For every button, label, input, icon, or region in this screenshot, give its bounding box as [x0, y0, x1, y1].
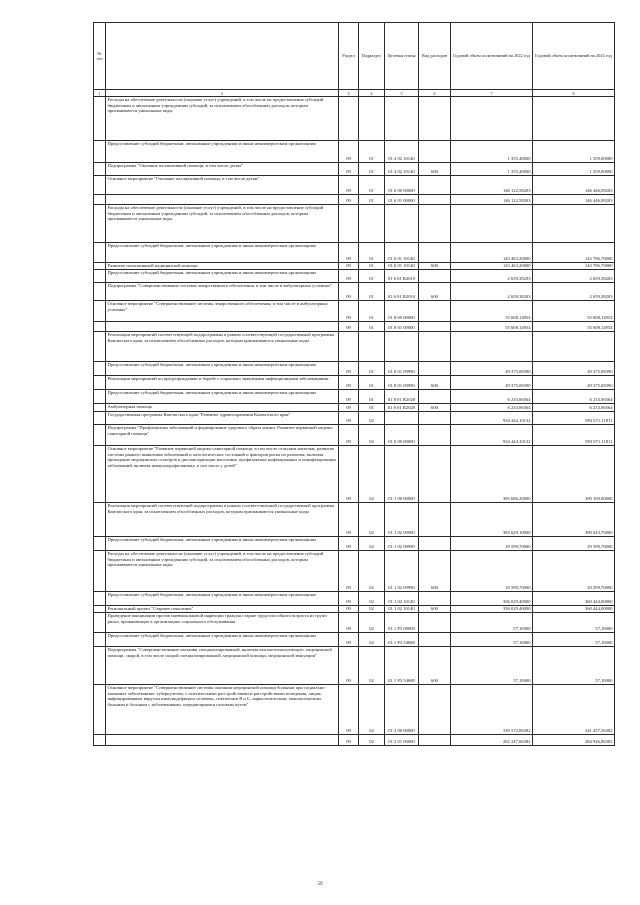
table-row: [94, 503, 615, 537]
row-target-article: 01 4 02 10140: [385, 163, 419, 176]
row-volume-2023: 390 043,70000: [533, 503, 615, 537]
row-target-article: 01 1 02 09990: [385, 551, 419, 592]
row-expense-type: [419, 205, 451, 243]
row-expense-type: [419, 592, 451, 606]
table-row: [94, 283, 615, 301]
row-podrazdel: 01: [359, 376, 385, 390]
row-volume-2022: 143 463,20000: [451, 263, 533, 270]
row-target-article: 01 6 01 R2010: [385, 270, 419, 283]
row-expense-type: [419, 141, 451, 163]
column-index: 5: [385, 90, 419, 97]
row-number: [94, 376, 106, 390]
row-podrazdel: 02: [359, 503, 385, 537]
table-row: [94, 301, 615, 322]
row-number: [94, 446, 106, 503]
table-row: [94, 243, 615, 263]
row-volume-2023: [533, 97, 615, 141]
row-podrazdel: [359, 97, 385, 141]
row-expense-type: 600: [419, 376, 451, 390]
row-razdel: 09: [339, 606, 359, 613]
table-header-row: [94, 23, 615, 90]
table-row: [94, 332, 615, 362]
table-row: [94, 163, 615, 176]
row-razdel: 09: [339, 362, 359, 376]
row-razdel: 09: [339, 390, 359, 404]
row-target-article: 01 1 02 10140: [385, 592, 419, 606]
row-number: [94, 404, 106, 412]
row-razdel: 09: [339, 195, 359, 205]
row-expense-type: [419, 412, 451, 425]
row-volume-2022: 55 608,14954: [451, 301, 533, 322]
row-expense-type: [419, 425, 451, 446]
row-number: [94, 647, 106, 685]
row-expense-type: 600: [419, 404, 451, 412]
table-row: [94, 195, 615, 205]
row-volume-2023: 143 786,70000: [533, 243, 615, 263]
row-number: [94, 176, 106, 195]
row-number: [94, 195, 106, 205]
column-index: 2: [106, 90, 339, 97]
row-target-article: 01 8 00 00000: [385, 301, 419, 322]
row-name: Расходы на обеспечение деятельности (оказание услуг) учреждений, в том числе на предоставление субсидий бюджетным и автономным учреждениям субсидий, за исключением обособленных расходов, которым присваиваются уникальные коды: [106, 551, 339, 592]
row-volume-2022: 55 608,14954: [451, 322, 533, 332]
table-row: [94, 446, 615, 503]
row-volume-2022: 57,10000: [451, 633, 533, 647]
row-name: Подпрограмма "Совершенствование системы лекарственного обеспечения, в том числе в амбулаторных условиях": [106, 283, 339, 301]
row-expense-type: [419, 503, 451, 537]
row-razdel: 09: [339, 283, 359, 301]
row-podrazdel: 01: [359, 243, 385, 263]
row-name: [106, 195, 339, 205]
row-razdel: 09: [339, 503, 359, 537]
row-volume-2023: 341 457,56382: [533, 685, 615, 735]
row-podrazdel: 01: [359, 283, 385, 301]
row-number: [94, 243, 106, 263]
row-name: [106, 735, 339, 746]
table-row: [94, 425, 615, 446]
row-volume-2022: 1 355,40000: [451, 163, 533, 176]
row-number: [94, 537, 106, 551]
row-target-article: [385, 412, 419, 425]
row-target-article: 01 6 01 10140: [385, 243, 419, 263]
column-index: 4: [359, 90, 385, 97]
row-razdel: 09: [339, 685, 359, 735]
row-volume-2023: 284 946,86382: [533, 735, 615, 746]
row-name: Государственная программа Камчатского края "Развитие здравоохранения Камчатского края": [106, 412, 339, 425]
row-expense-type: [419, 332, 451, 362]
table-row: [94, 592, 615, 606]
row-name: Подпрограмма "Профилактика заболеваний и формирование здорового образа жизни. Развитие первичной медико-санитарной помощи": [106, 425, 339, 446]
row-podrazdel: 02: [359, 633, 385, 647]
row-volume-2022: 339 572,06382: [451, 685, 533, 735]
row-podrazdel: 01: [359, 141, 385, 163]
row-name: Предоставление субсидий бюджетным, автономным учреждениям и иным некоммерческим организациям: [106, 537, 339, 551]
row-podrazdel: 01: [359, 322, 385, 332]
row-number: [94, 606, 106, 613]
row-expense-type: [419, 97, 451, 141]
table-row: [94, 537, 615, 551]
table-row: [94, 270, 615, 283]
row-volume-2023: 993 071,11811: [533, 412, 615, 425]
row-name: Основное мероприятие "Совершенствование системы лекарственного обеспечения, в том числе в амбулаторных условиях": [106, 301, 339, 322]
row-razdel: 09: [339, 163, 359, 176]
row-volume-2022: 356 029,40000: [451, 606, 533, 613]
row-razdel: 09: [339, 735, 359, 746]
row-name: Расходы на обеспечение деятельности (оказание услуг) учреждений, в том числе на предоставление субсидий бюджетным и автономным учреждениям субсидий, за исключением обособленных расходов, которым присваиваются уникальные коды: [106, 205, 339, 243]
row-podrazdel: 02: [359, 412, 385, 425]
row-volume-2023: 390 100,80000: [533, 446, 615, 503]
row-volume-2023: 146 446,08203: [533, 195, 615, 205]
row-podrazdel: 02: [359, 446, 385, 503]
row-number: [94, 205, 106, 243]
row-volume-2022: 385 686,20000: [451, 446, 533, 503]
row-volume-2023: 1 359,00000: [533, 141, 615, 163]
row-expense-type: [419, 735, 451, 746]
row-razdel: 09: [339, 141, 359, 163]
row-expense-type: [419, 195, 451, 205]
row-expense-type: 600: [419, 263, 451, 270]
row-number: [94, 551, 106, 592]
column-index-row: [94, 90, 615, 97]
row-number: [94, 425, 106, 446]
row-target-article: 01 2 00 00000: [385, 685, 419, 735]
row-volume-2022: 934 444,10132: [451, 412, 533, 425]
row-expense-type: 600: [419, 163, 451, 176]
row-podrazdel: 02: [359, 613, 385, 633]
row-podrazdel: 01: [359, 270, 385, 283]
row-name: Расходы на обеспечение деятельности (оказание услуг) учреждений, в том числе на предоставление субсидий бюджетным и автономным учреждениям субсидий, за исключением обособленных расходов, которым присваиваются уникальные коды: [106, 97, 339, 141]
row-volume-2023: 993 071,11811: [533, 425, 615, 446]
row-expense-type: [419, 243, 451, 263]
row-volume-2023: [533, 205, 615, 243]
row-name: Предоставление субсидий бюджетным, автономным учреждениям и иным некоммерческим организациям: [106, 390, 339, 404]
row-volume-2023: 360 444,00000: [533, 592, 615, 606]
row-target-article: [385, 205, 419, 243]
row-number: [94, 412, 106, 425]
row-volume-2023: 57,10000: [533, 613, 615, 633]
column-index: 1: [94, 90, 106, 97]
row-volume-2023: 55 608,14954: [533, 301, 615, 322]
row-name: Подпрограмма "Оказание паллиативной помощи, в том числе детям": [106, 163, 339, 176]
table-row: [94, 205, 615, 243]
table-row: [94, 606, 615, 613]
row-podrazdel: 01: [359, 176, 385, 195]
row-podrazdel: 01: [359, 390, 385, 404]
row-number: [94, 592, 106, 606]
row-volume-2022: [451, 97, 533, 141]
row-razdel: 09: [339, 263, 359, 270]
table-row: [94, 404, 615, 412]
header-no: № п/п: [94, 23, 106, 90]
table-row: [94, 633, 615, 647]
row-podrazdel: 01: [359, 263, 385, 270]
row-volume-2023: 6 233,06564: [533, 390, 615, 404]
row-number: [94, 503, 106, 537]
table-row: [94, 412, 615, 425]
row-podrazdel: 02: [359, 551, 385, 592]
row-target-article: [385, 97, 419, 141]
row-razdel: 09: [339, 176, 359, 195]
row-volume-2023: 2 659,38203: [533, 283, 615, 301]
table-row: [94, 685, 615, 735]
row-name: Предоставление субсидий бюджетным, автономным учреждениям и иным некоммерческим организациям: [106, 243, 339, 263]
row-volume-2022: 29 599,70000: [451, 537, 533, 551]
row-number: [94, 322, 106, 332]
row-podrazdel: 02: [359, 592, 385, 606]
header-razdel: Раздел: [339, 23, 359, 90]
row-razdel: [339, 332, 359, 362]
row-razdel: 09: [339, 301, 359, 322]
row-number: [94, 613, 106, 633]
row-target-article: 01 6 00 00000: [385, 176, 419, 195]
row-razdel: 09: [339, 404, 359, 412]
header-volume-2022: Годовой объем ассигнований на 2022 год: [451, 23, 533, 90]
row-volume-2022: 383 629,10000: [451, 503, 533, 537]
table-row: [94, 322, 615, 332]
row-name: Подпрограмма "Совершенствование оказания специализированной, включая высокотехнологичную, медицинской помощи, скорой, в том числе скорой специализированной, медицинской помощи, медицинской эвакуации": [106, 647, 339, 685]
row-number: [94, 97, 106, 141]
row-target-article: 01 8 01 R2020: [385, 390, 419, 404]
column-index: 6: [419, 90, 451, 97]
row-number: [94, 685, 106, 735]
row-volume-2022: 49 375,08390: [451, 362, 533, 376]
row-podrazdel: 02: [359, 647, 385, 685]
row-razdel: 09: [339, 551, 359, 592]
row-number: [94, 283, 106, 301]
row-volume-2022: 2 659,38203: [451, 283, 533, 301]
row-volume-2022: 6 233,06564: [451, 390, 533, 404]
column-index: 3: [339, 90, 359, 97]
row-name: [106, 322, 339, 332]
column-index: 8: [533, 90, 615, 97]
row-target-article: 01 8 01 00000: [385, 322, 419, 332]
table-body: [94, 97, 615, 746]
row-podrazdel: [359, 205, 385, 243]
row-expense-type: [419, 446, 451, 503]
budget-table: [93, 22, 615, 746]
row-number: [94, 163, 106, 176]
table-row: [94, 551, 615, 592]
row-volume-2023: 49 375,08390: [533, 362, 615, 376]
row-expense-type: [419, 270, 451, 283]
table-row: [94, 263, 615, 270]
table-row: [94, 613, 615, 633]
row-expense-type: 600: [419, 606, 451, 613]
row-number: [94, 263, 106, 270]
row-volume-2023: 57,10000: [533, 633, 615, 647]
row-volume-2022: 282 247,66382: [451, 735, 533, 746]
row-volume-2023: 146 446,08203: [533, 176, 615, 195]
row-name: Предоставление субсидий бюджетным, автономным учреждениям и иным некоммерческим организациям: [106, 592, 339, 606]
row-volume-2022: 146 122,58203: [451, 176, 533, 195]
row-podrazdel: 01: [359, 163, 385, 176]
row-volume-2022: 2 659,38203: [451, 270, 533, 283]
header-target-article: Целевая статья: [385, 23, 419, 90]
row-target-article: 01 1 P3 00000: [385, 613, 419, 633]
row-name: Предоставление субсидий бюджетным, автономным учреждениям и иным некоммерческим организациям: [106, 633, 339, 647]
row-volume-2023: 143 786,70000: [533, 263, 615, 270]
row-podrazdel: 02: [359, 606, 385, 613]
row-expense-type: 600: [419, 647, 451, 685]
row-name: Предоставление субсидий бюджетным, автономным учреждениям и иным некоммерческим организациям: [106, 141, 339, 163]
row-volume-2022: 356 029,40000: [451, 592, 533, 606]
page-number: 59: [317, 882, 323, 887]
row-expense-type: [419, 301, 451, 322]
row-podrazdel: 02: [359, 425, 385, 446]
row-volume-2023: 360 444,00000: [533, 606, 615, 613]
row-podrazdel: [359, 332, 385, 362]
row-number: [94, 270, 106, 283]
row-razdel: 09: [339, 376, 359, 390]
row-volume-2022: 146 122,58203: [451, 195, 533, 205]
row-volume-2023: 57,10000: [533, 647, 615, 685]
row-razdel: 09: [339, 537, 359, 551]
row-number: [94, 633, 106, 647]
header-name: [106, 23, 339, 90]
row-name: Основное мероприятие "Развитие первичной медико-санитарной помощи, в том числе сельским жителям, развитие системы раннего выявления заболеваний и патологических состояний и факторов риска их развития, включая проведение медицинских осмотров и диспансеризации населения, профилактика инфекционных и неинфекционных заболеваний, включая иммунопрофилактику, в том числе у детей": [106, 446, 339, 503]
table-row: [94, 97, 615, 141]
row-razdel: [339, 97, 359, 141]
row-volume-2023: 29 599,70000: [533, 537, 615, 551]
row-target-article: 01 0 00 00000: [385, 425, 419, 446]
header-expense-type: Вид расходов: [419, 23, 451, 90]
row-podrazdel: 02: [359, 685, 385, 735]
table-row: [94, 390, 615, 404]
row-volume-2022: 934 444,10132: [451, 425, 533, 446]
row-volume-2023: 1 359,00000: [533, 163, 615, 176]
row-name: Предоставление субсидий бюджетным, автономным учреждениям и иным некоммерческим организациям: [106, 362, 339, 376]
header-podrazdel: Подраздел: [359, 23, 385, 90]
row-name: Амбулаторная помощь: [106, 404, 339, 412]
row-target-article: 01 1 P3 54680: [385, 647, 419, 685]
row-target-article: 01 6 01 00000: [385, 195, 419, 205]
row-target-article: 01 8 01 09990: [385, 362, 419, 376]
row-name: Развитие паллиативной медицинской помощи: [106, 263, 339, 270]
table-row: [94, 362, 615, 376]
row-expense-type: [419, 362, 451, 376]
table-row: [94, 647, 615, 685]
table-row: [94, 376, 615, 390]
row-volume-2022: 1 355,40000: [451, 141, 533, 163]
row-podrazdel: 01: [359, 404, 385, 412]
row-razdel: 09: [339, 322, 359, 332]
row-razdel: [339, 205, 359, 243]
row-expense-type: [419, 322, 451, 332]
row-volume-2022: 49 375,08390: [451, 376, 533, 390]
row-target-article: 01 1 00 00000: [385, 446, 419, 503]
row-name: Основное мероприятие "Совершенствование системы оказания медицинской помощи больным при социально-значимых заболеваниях: туберкулезом, с психическими расстройствами и расстройствами поведения, лицам, инфицированным вирусом иммунодефицита человека, гепатитами В и С, наркологическим, онкологическим больным и больным с заболеваниями, передающимися половым путем": [106, 685, 339, 735]
row-volume-2022: 29 599,70000: [451, 551, 533, 592]
row-name: Реализация мероприятий соответствующей подпрограммы в рамках соответствующей государственной программы Камчатского края, за исключением обособленных расходов, которым присваиваются уникальные коды: [106, 503, 339, 537]
row-target-article: 01 1 02 00000: [385, 503, 419, 537]
row-number: [94, 362, 106, 376]
row-expense-type: 600: [419, 551, 451, 592]
row-expense-type: [419, 176, 451, 195]
row-volume-2022: 57,10000: [451, 613, 533, 633]
row-volume-2023: 29 599,70000: [533, 551, 615, 592]
table-row: [94, 176, 615, 195]
row-name: Региональный проект "Старшее поколение": [106, 606, 339, 613]
table-row: [94, 141, 615, 163]
row-target-article: 01 1 02 10140: [385, 606, 419, 613]
row-expense-type: [419, 613, 451, 633]
row-target-article: 01 8 01 09990: [385, 376, 419, 390]
row-target-article: [385, 332, 419, 362]
header-volume-2023: Годовой объем ассигнований на 2023 год: [533, 23, 615, 90]
row-volume-2022: 57,10000: [451, 647, 533, 685]
row-expense-type: 600: [419, 283, 451, 301]
row-target-article: 01 4 02 10140: [385, 141, 419, 163]
row-razdel: 09: [339, 592, 359, 606]
row-expense-type: [419, 537, 451, 551]
row-razdel: 09: [339, 446, 359, 503]
row-razdel: 09: [339, 613, 359, 633]
row-target-article: 01 2 01 00000: [385, 735, 419, 746]
row-name: Проведение вакцинации против пневмококковой инфекции граждан старше трудоспособного возраста из групп риска, проживающих в организациях социального обслуживания: [106, 613, 339, 633]
row-podrazdel: 02: [359, 537, 385, 551]
row-razdel: 09: [339, 425, 359, 446]
row-name: Основное мероприятие "Оказание паллиативной помощи, в том числе детям": [106, 176, 339, 195]
row-name: Предоставление субсидий бюджетным, автономным учреждениям и иным некоммерческим организациям: [106, 270, 339, 283]
row-number: [94, 390, 106, 404]
row-volume-2023: 55 608,14954: [533, 322, 615, 332]
row-volume-2022: 143 463,20000: [451, 243, 533, 263]
row-podrazdel: 01: [359, 195, 385, 205]
row-podrazdel: 01: [359, 301, 385, 322]
row-razdel: 09: [339, 243, 359, 263]
row-volume-2023: 6 233,06564: [533, 404, 615, 412]
row-target-article: 01 1 02 09990: [385, 537, 419, 551]
row-number: [94, 141, 106, 163]
column-index: 7: [451, 90, 533, 97]
row-volume-2022: [451, 332, 533, 362]
row-expense-type: [419, 633, 451, 647]
row-volume-2022: [451, 205, 533, 243]
row-target-article: 01 6 01 R2010: [385, 283, 419, 301]
row-volume-2022: 6 233,06564: [451, 404, 533, 412]
row-podrazdel: 02: [359, 735, 385, 746]
row-name: Реализация мероприятий соответствующей подпрограммы в рамках соответствующей государственной программы Камчатского края, за исключением обособленных расходов, которым присваиваются уникальные коды: [106, 332, 339, 362]
row-volume-2023: [533, 332, 615, 362]
row-target-article: 01 8 01 R2020: [385, 404, 419, 412]
row-target-article: 01 6 01 10140: [385, 263, 419, 270]
row-expense-type: [419, 390, 451, 404]
row-podrazdel: 01: [359, 362, 385, 376]
row-expense-type: [419, 685, 451, 735]
table-row: [94, 735, 615, 746]
row-number: [94, 735, 106, 746]
row-razdel: 09: [339, 647, 359, 685]
row-number: [94, 301, 106, 322]
row-number: [94, 332, 106, 362]
row-razdel: 09: [339, 412, 359, 425]
row-name: Реализация мероприятий по предупреждению и борьбе с социально значимыми инфекционными заболеваниями: [106, 376, 339, 390]
row-volume-2023: 49 375,08390: [533, 376, 615, 390]
row-target-article: 01 1 P3 54680: [385, 633, 419, 647]
row-volume-2023: 2 659,38203: [533, 270, 615, 283]
row-razdel: 09: [339, 633, 359, 647]
row-razdel: 09: [339, 270, 359, 283]
